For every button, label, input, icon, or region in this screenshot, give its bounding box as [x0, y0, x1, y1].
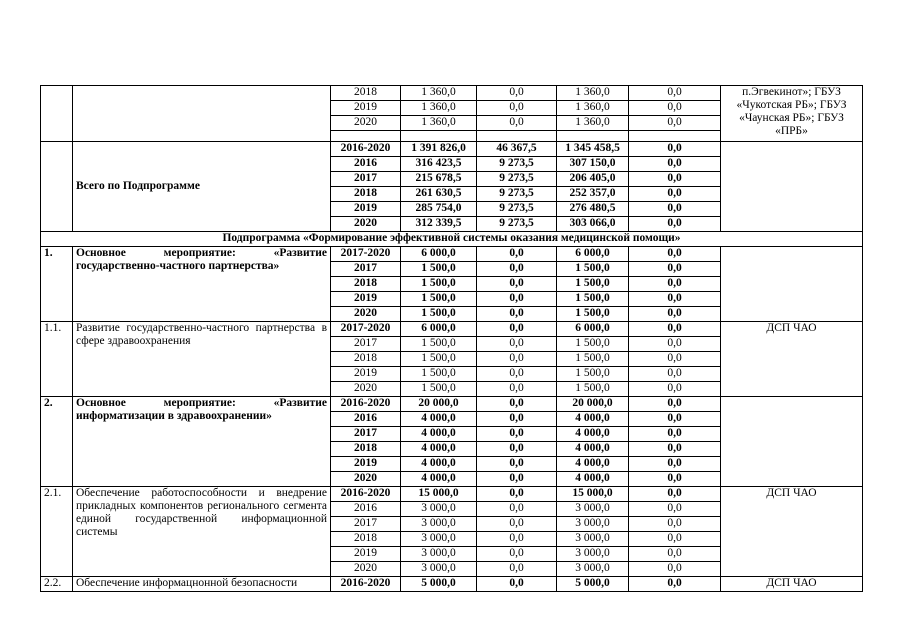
federal-value: 0,0	[477, 487, 557, 502]
other-value: 0,0	[629, 277, 721, 292]
federal-value: 0,0	[477, 382, 557, 397]
total-value: 261 630,5	[401, 187, 477, 202]
total-label: Всего по Подпрограмме	[73, 142, 331, 232]
district-value: 303 066,0	[557, 217, 629, 232]
other-value: 0,0	[629, 116, 721, 131]
other-value: 0,0	[629, 262, 721, 277]
other-value: 0,0	[629, 427, 721, 442]
district-value: 252 357,0	[557, 187, 629, 202]
district-value: 6 000,0	[557, 322, 629, 337]
other-value: 0,0	[629, 217, 721, 232]
table-row	[41, 86, 863, 101]
total-value: 1 391 826,0	[401, 142, 477, 157]
year-cell: 2020	[331, 217, 401, 232]
number-cell: 1.	[41, 247, 73, 322]
year-cell: 2017	[331, 517, 401, 532]
table-row	[41, 142, 863, 157]
year-cell: 2020	[331, 562, 401, 577]
year-cell: 2019	[331, 202, 401, 217]
federal-value: 0,0	[477, 277, 557, 292]
district-value: 20 000,0	[557, 397, 629, 412]
other-value: 0,0	[629, 442, 721, 457]
year-cell: 2020	[331, 472, 401, 487]
other-value: 0,0	[629, 502, 721, 517]
federal-value: 0,0	[477, 502, 557, 517]
district-value: 1 360,0	[557, 116, 629, 131]
year-cell: 2017-2020	[331, 247, 401, 262]
other-value: 0,0	[629, 352, 721, 367]
total-value: 3 000,0	[401, 562, 477, 577]
federal-value: 9 273,5	[477, 157, 557, 172]
federal-value: 0,0	[477, 577, 557, 592]
year-cell: 2018	[331, 442, 401, 457]
district-value: 4 000,0	[557, 427, 629, 442]
year-cell: 2017	[331, 172, 401, 187]
total-value: 15 000,0	[401, 487, 477, 502]
federal-value: 0,0	[477, 367, 557, 382]
district-value: 1 500,0	[557, 307, 629, 322]
federal-value: 0,0	[477, 547, 557, 562]
empty-cell	[557, 131, 629, 142]
federal-value: 0,0	[477, 472, 557, 487]
executor-cell	[721, 247, 863, 322]
other-value: 0,0	[629, 487, 721, 502]
district-value: 6 000,0	[557, 247, 629, 262]
executor-cell: ДСП ЧАО	[721, 577, 863, 592]
other-value: 0,0	[629, 337, 721, 352]
year-cell: 2017	[331, 427, 401, 442]
total-value: 215 678,5	[401, 172, 477, 187]
other-value: 0,0	[629, 367, 721, 382]
year-cell: 2017	[331, 337, 401, 352]
budget-table	[40, 85, 863, 592]
other-value: 0,0	[629, 472, 721, 487]
other-value: 0,0	[629, 457, 721, 472]
empty-cell	[477, 131, 557, 142]
district-value: 206 405,0	[557, 172, 629, 187]
year-cell: 2016-2020	[331, 397, 401, 412]
district-value: 1 500,0	[557, 382, 629, 397]
year-cell: 2016	[331, 502, 401, 517]
district-value: 3 000,0	[557, 502, 629, 517]
year-cell: 2016-2020	[331, 487, 401, 502]
federal-value: 0,0	[477, 532, 557, 547]
executor-cell: ДСП ЧАО	[721, 487, 863, 577]
district-value: 1 500,0	[557, 367, 629, 382]
year-cell: 2018	[331, 352, 401, 367]
federal-value: 0,0	[477, 562, 557, 577]
total-value: 1 500,0	[401, 367, 477, 382]
district-value: 4 000,0	[557, 412, 629, 427]
executor-cell: п.Эгвекинот»; ГБУЗ «Чукотская РБ»; ГБУЗ «Чаунская РБ»; ГБУЗ «ПРБ»	[721, 86, 863, 142]
district-value: 1 500,0	[557, 277, 629, 292]
year-cell: 2018	[331, 277, 401, 292]
other-value: 0,0	[629, 172, 721, 187]
year-cell: 2019	[331, 457, 401, 472]
year-cell: 2019	[331, 292, 401, 307]
total-value: 4 000,0	[401, 457, 477, 472]
district-value: 3 000,0	[557, 562, 629, 577]
other-value: 0,0	[629, 247, 721, 262]
measure-name: Обеспечение информацнонной безопасности	[73, 577, 331, 592]
year-cell: 2016-2020	[331, 142, 401, 157]
total-value: 1 500,0	[401, 352, 477, 367]
federal-value: 0,0	[477, 412, 557, 427]
district-value: 1 500,0	[557, 262, 629, 277]
federal-value: 0,0	[477, 322, 557, 337]
total-value: 1 500,0	[401, 337, 477, 352]
total-value: 1 500,0	[401, 262, 477, 277]
federal-value: 0,0	[477, 307, 557, 322]
year-cell: 2020	[331, 382, 401, 397]
federal-value: 9 273,5	[477, 187, 557, 202]
year-cell: 2019	[331, 547, 401, 562]
number-cell: 1.1.	[41, 322, 73, 397]
number-cell	[41, 142, 73, 232]
total-value: 3 000,0	[401, 502, 477, 517]
table-row	[41, 397, 863, 412]
federal-value: 0,0	[477, 247, 557, 262]
federal-value: 0,0	[477, 262, 557, 277]
other-value: 0,0	[629, 202, 721, 217]
year-cell: 2018	[331, 187, 401, 202]
total-value: 4 000,0	[401, 412, 477, 427]
total-value: 20 000,0	[401, 397, 477, 412]
other-value: 0,0	[629, 517, 721, 532]
other-value: 0,0	[629, 577, 721, 592]
measure-name: Обеспечение работоспособности и внедрение прикладных компонентов регионального сегмента единой государственной информационной системы	[73, 487, 331, 577]
other-value: 0,0	[629, 412, 721, 427]
federal-value: 0,0	[477, 427, 557, 442]
federal-value: 9 273,5	[477, 217, 557, 232]
total-value: 4 000,0	[401, 442, 477, 457]
district-value: 1 345 458,5	[557, 142, 629, 157]
district-value: 1 360,0	[557, 86, 629, 101]
empty-cell	[401, 131, 477, 142]
district-value: 4 000,0	[557, 457, 629, 472]
district-value: 276 480,5	[557, 202, 629, 217]
federal-value: 46 367,5	[477, 142, 557, 157]
table-row	[41, 247, 863, 262]
total-value: 4 000,0	[401, 427, 477, 442]
other-value: 0,0	[629, 157, 721, 172]
other-value: 0,0	[629, 292, 721, 307]
year-cell: 2017-2020	[331, 322, 401, 337]
year-cell: 2018	[331, 532, 401, 547]
district-value: 1 360,0	[557, 101, 629, 116]
other-value: 0,0	[629, 86, 721, 101]
total-value: 3 000,0	[401, 517, 477, 532]
district-value: 3 000,0	[557, 547, 629, 562]
total-value: 3 000,0	[401, 532, 477, 547]
total-value: 316 423,5	[401, 157, 477, 172]
federal-value: 0,0	[477, 292, 557, 307]
total-value: 4 000,0	[401, 472, 477, 487]
empty-cell	[331, 131, 401, 142]
year-cell: 2017	[331, 262, 401, 277]
district-value: 1 500,0	[557, 352, 629, 367]
measure-name	[73, 86, 331, 142]
year-cell: 2019	[331, 367, 401, 382]
other-value: 0,0	[629, 532, 721, 547]
other-value: 0,0	[629, 101, 721, 116]
other-value: 0,0	[629, 142, 721, 157]
number-cell: 2.	[41, 397, 73, 487]
table-row	[41, 322, 863, 337]
district-value: 15 000,0	[557, 487, 629, 502]
empty-cell	[629, 131, 721, 142]
federal-value: 0,0	[477, 101, 557, 116]
year-cell: 2016	[331, 157, 401, 172]
other-value: 0,0	[629, 322, 721, 337]
district-value: 1 500,0	[557, 292, 629, 307]
federal-value: 9 273,5	[477, 202, 557, 217]
number-cell: 2.2.	[41, 577, 73, 592]
table-body	[41, 86, 863, 592]
federal-value: 0,0	[477, 337, 557, 352]
federal-value: 0,0	[477, 116, 557, 131]
table-row	[41, 577, 863, 592]
total-value: 6 000,0	[401, 322, 477, 337]
district-value: 1 500,0	[557, 337, 629, 352]
total-value: 1 360,0	[401, 86, 477, 101]
district-value: 5 000,0	[557, 577, 629, 592]
other-value: 0,0	[629, 307, 721, 322]
federal-value: 0,0	[477, 397, 557, 412]
federal-value: 0,0	[477, 457, 557, 472]
measure-name: Основное мероприятие: «Развитие информатизации в здравоохранении»	[73, 397, 331, 487]
total-value: 1 360,0	[401, 101, 477, 116]
executor-cell	[721, 397, 863, 487]
district-value: 4 000,0	[557, 442, 629, 457]
year-cell: 2016	[331, 412, 401, 427]
federal-value: 0,0	[477, 352, 557, 367]
total-value: 312 339,5	[401, 217, 477, 232]
total-value: 1 360,0	[401, 116, 477, 131]
year-cell: 2020	[331, 116, 401, 131]
year-cell: 2018	[331, 86, 401, 101]
other-value: 0,0	[629, 397, 721, 412]
year-cell: 2020	[331, 307, 401, 322]
other-value: 0,0	[629, 382, 721, 397]
total-value: 1 500,0	[401, 382, 477, 397]
number-cell: 2.1.	[41, 487, 73, 577]
total-value: 1 500,0	[401, 292, 477, 307]
subprogram-row	[41, 232, 863, 247]
other-value: 0,0	[629, 187, 721, 202]
district-value: 4 000,0	[557, 472, 629, 487]
district-value: 3 000,0	[557, 517, 629, 532]
total-value: 6 000,0	[401, 247, 477, 262]
year-cell: 2019	[331, 101, 401, 116]
district-value: 3 000,0	[557, 532, 629, 547]
measure-name: Развитие государственно-частного партнерства в сфере здравоохранения	[73, 322, 331, 397]
district-value: 307 150,0	[557, 157, 629, 172]
federal-value: 0,0	[477, 86, 557, 101]
executor-cell	[721, 142, 863, 232]
total-value: 3 000,0	[401, 547, 477, 562]
federal-value: 0,0	[477, 517, 557, 532]
number-cell	[41, 86, 73, 142]
year-cell: 2016-2020	[331, 577, 401, 592]
table-row	[41, 487, 863, 502]
total-value: 1 500,0	[401, 307, 477, 322]
executor-cell: ДСП ЧАО	[721, 322, 863, 397]
total-value: 1 500,0	[401, 277, 477, 292]
total-value: 5 000,0	[401, 577, 477, 592]
other-value: 0,0	[629, 562, 721, 577]
measure-name: Основное мероприятие: «Развитие государственно-частного партнерства»	[73, 247, 331, 322]
subprogram-title: Подпрограмма «Формирование эффективной системы оказания медицинской помощи»	[41, 232, 863, 247]
federal-value: 9 273,5	[477, 172, 557, 187]
total-value: 285 754,0	[401, 202, 477, 217]
federal-value: 0,0	[477, 442, 557, 457]
other-value: 0,0	[629, 547, 721, 562]
